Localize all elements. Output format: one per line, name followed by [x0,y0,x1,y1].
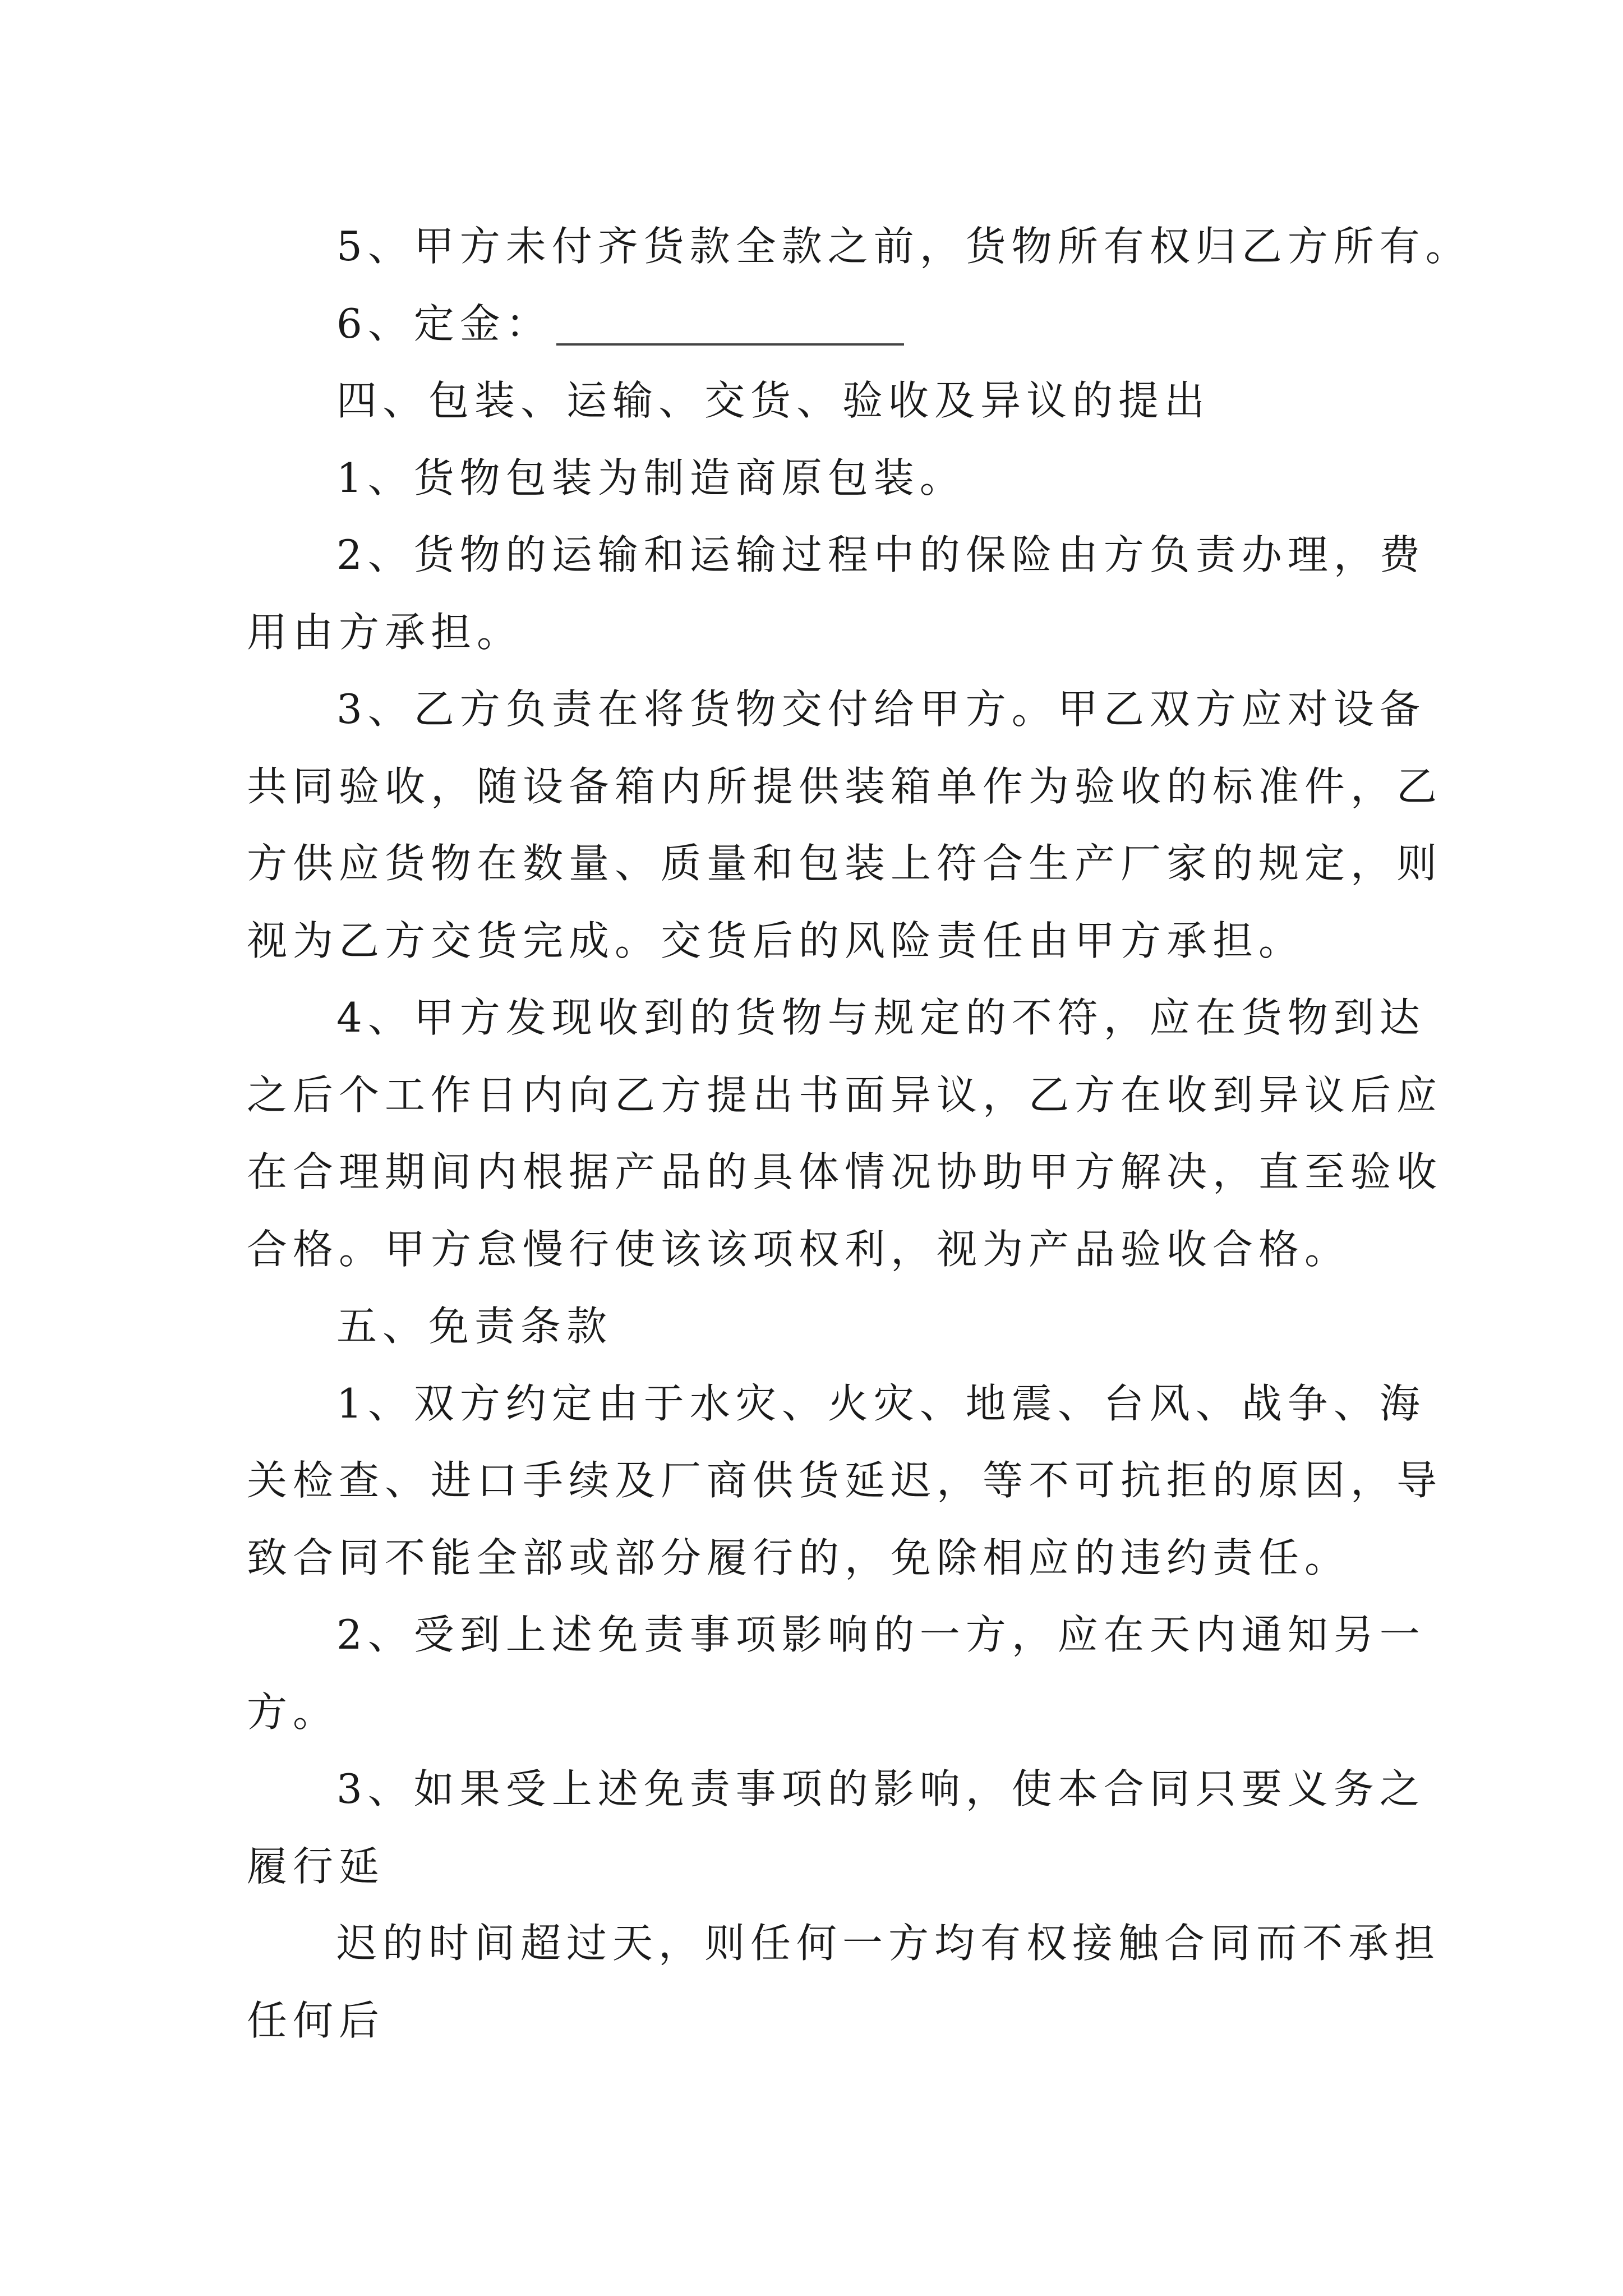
clause-5-3-line-3: 迟的时间超过天，则任何一方均有权接触合同而不承担 [336,1920,1441,1967]
clause-4-3-line-2: 共同验收，随设备箱内所提供装箱单作为验收的标准件，乙 [247,763,1443,810]
deposit-blank-line [556,343,904,346]
section-4-heading: 四、包装、运输、交货、验收及异议的提出 [336,377,1211,424]
clause-5-2-line-2: 方。 [247,1688,339,1736]
clause-4-2-line-2: 用由方承担。 [247,609,523,656]
clause-4-3-line-4: 视为乙方交货完成。交货后的风险责任由甲方承担。 [247,917,1305,964]
clause-5-3-line-2: 履行延 [247,1843,385,1890]
clause-4-2-line-1: 2、货物的运输和运输过程中的保险由方负责办理，费 [336,531,1426,578]
clause-3-5: 5、甲方未付齐货款全款之前，货物所有权归乙方所有。 [336,223,1472,270]
clause-3-6 [336,300,904,347]
clause-4-4-line-1: 4、甲方发现收到的货物与规定的不符，应在货物到达 [336,994,1426,1041]
clause-4-4-line-4: 合格。甲方怠慢行使该该项权利，视为产品验收合格。 [247,1226,1351,1273]
clause-5-3-line-1: 3、如果受上述免责事项的影响，使本合同只要义务之 [336,1765,1426,1812]
deposit-label: 6、定金： [336,300,552,347]
clause-4-3-line-1: 3、乙方负责在将货物交付给甲方。甲乙双方应对设备 [336,685,1426,733]
section-5-heading: 五、免责条款 [336,1303,613,1350]
clause-4-4-line-3: 在合理期间内根据产品的具体情况协助甲方解决，直至验收 [247,1148,1443,1195]
clause-5-2-line-1: 2、受到上述免责事项影响的一方，应在天内通知另一 [336,1611,1426,1658]
clause-4-1: 1、货物包装为制造商原包装。 [336,454,966,501]
clause-5-1-line-2: 关检查、进口手续及厂商供货延迟，等不可抗拒的原因，导 [247,1457,1443,1504]
clause-5-3-line-4: 任何后 [247,1997,385,2044]
clause-5-1-line-1: 1、双方约定由于水灾、火灾、地震、台风、战争、海 [336,1380,1426,1427]
clause-4-4-line-2: 之后个工作日内向乙方提出书面异议，乙方在收到异议后应 [247,1071,1443,1119]
clause-5-1-line-3: 致合同不能全部或部分履行的，免除相应的违约责任。 [247,1534,1351,1581]
clause-4-3-line-3: 方供应货物在数量、质量和包装上符合生产厂家的规定，则 [247,840,1443,887]
